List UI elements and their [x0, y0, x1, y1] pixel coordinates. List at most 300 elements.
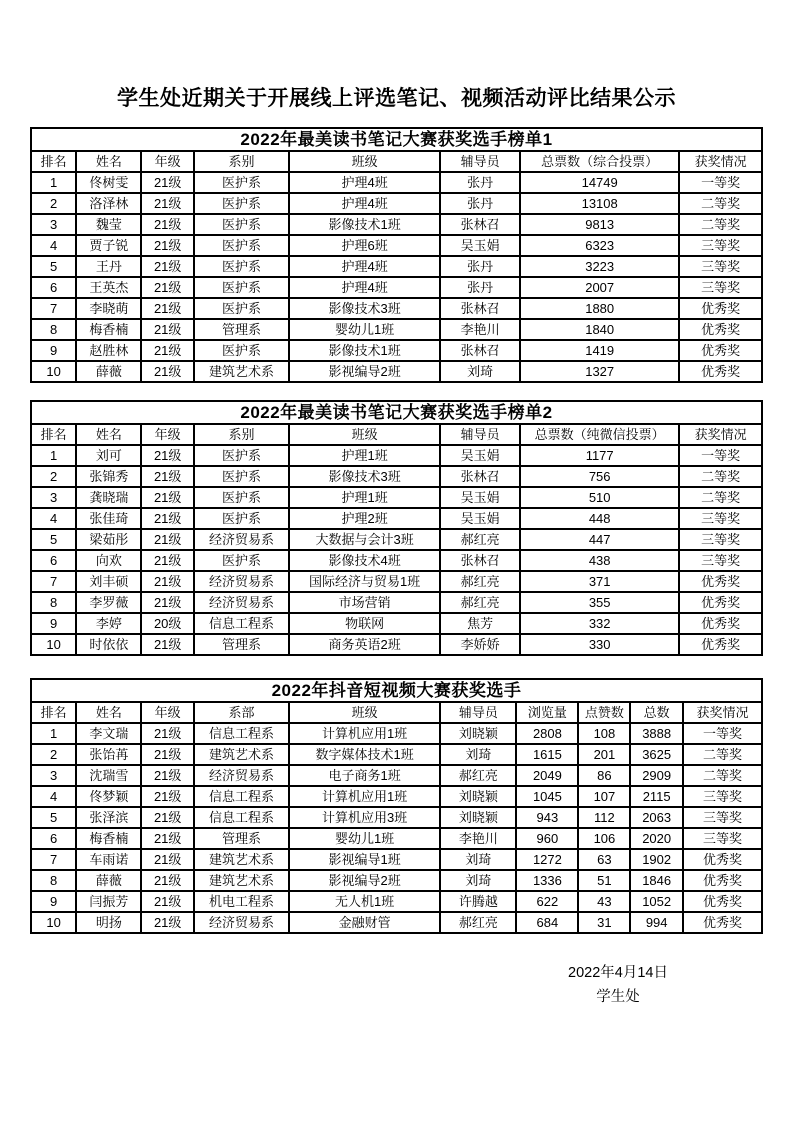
table-row: [31, 723, 762, 744]
table-cell: 3625: [630, 744, 683, 765]
table-cell: 经济贸易系: [194, 529, 289, 550]
table-cell: 李文瑞: [76, 723, 141, 744]
table-row: [31, 508, 762, 529]
column-header: 获奖情况: [683, 702, 762, 723]
table-row: [31, 870, 762, 891]
table-cell: 医护系: [194, 214, 289, 235]
column-header: 获奖情况: [679, 424, 762, 445]
table-cell: 21级: [141, 319, 194, 340]
table-cell: 1: [31, 723, 76, 744]
table-cell: 1846: [630, 870, 683, 891]
table-cell: 21级: [141, 550, 194, 571]
table-row: [31, 466, 762, 487]
table-row: [31, 340, 762, 361]
table-row: [31, 361, 762, 382]
table-cell: 447: [520, 529, 679, 550]
table-cell: 魏莹: [76, 214, 141, 235]
table-cell: 影像技术1班: [289, 214, 440, 235]
table-row: [31, 193, 762, 214]
table-cell: 6: [31, 277, 76, 298]
table-cell: 1177: [520, 445, 679, 466]
table-cell: 张丹: [440, 277, 520, 298]
table-cell: 优秀奖: [683, 891, 762, 912]
table-row: [31, 487, 762, 508]
table-cell: 物联网: [289, 613, 440, 634]
table-cell: 赵胜林: [76, 340, 141, 361]
column-header: 班级: [289, 424, 440, 445]
table-cell: 郝红亮: [440, 592, 520, 613]
table-cell: 护理4班: [289, 277, 440, 298]
column-header: 点赞数: [578, 702, 630, 723]
table-cell: 医护系: [194, 256, 289, 277]
table-cell: 李娇娇: [440, 634, 520, 655]
table-header-row: [31, 424, 762, 445]
table-cell: 3: [31, 487, 76, 508]
column-header: 总票数（综合投票）: [520, 151, 679, 172]
column-header: 获奖情况: [679, 151, 762, 172]
table-cell: 201: [578, 744, 630, 765]
reading-notes-ranking-table-2: [30, 400, 763, 656]
table-row: [31, 786, 762, 807]
table-cell: 6: [31, 550, 76, 571]
table-cell: 7: [31, 298, 76, 319]
table-cell: 63: [578, 849, 630, 870]
table-row: [31, 529, 762, 550]
table-row: [31, 592, 762, 613]
table-cell: 21级: [141, 193, 194, 214]
table-cell: 优秀奖: [679, 361, 762, 382]
table-cell: 三等奖: [679, 529, 762, 550]
table-cell: 郝红亮: [440, 529, 520, 550]
table-cell: 信息工程系: [194, 723, 289, 744]
table-cell: 护理6班: [289, 235, 440, 256]
table-cell: 2007: [520, 277, 679, 298]
table-cell: 经济贸易系: [194, 571, 289, 592]
table-cell: 1840: [520, 319, 679, 340]
table-cell: 经济贸易系: [194, 912, 289, 933]
table-cell: 10: [31, 912, 76, 933]
table-cell: 21级: [141, 508, 194, 529]
table-cell: 郝红亮: [440, 912, 516, 933]
table-cell: 医护系: [194, 277, 289, 298]
column-header: 排名: [31, 151, 76, 172]
table-cell: 沈瑞雪: [76, 765, 141, 786]
column-header: 总数: [630, 702, 683, 723]
table-cell: 婴幼儿1班: [289, 828, 440, 849]
table-cell: 王英杰: [76, 277, 141, 298]
table-cell: 李艳川: [440, 828, 516, 849]
table-cell: 108: [578, 723, 630, 744]
column-header: 辅导员: [440, 151, 520, 172]
table-cell: 21级: [141, 277, 194, 298]
table-cell: 时依依: [76, 634, 141, 655]
table-cell: 10: [31, 361, 76, 382]
table-row: [31, 912, 762, 933]
table-cell: 信息工程系: [194, 613, 289, 634]
table-cell: 三等奖: [679, 235, 762, 256]
table-cell: 二等奖: [683, 744, 762, 765]
table-cell: 王丹: [76, 256, 141, 277]
table-title: 2022年抖音短视频大赛获奖选手: [31, 679, 762, 702]
table-cell: 2020: [630, 828, 683, 849]
table-cell: 经济贸易系: [194, 592, 289, 613]
table-cell: 刘琦: [440, 361, 520, 382]
column-header: 系别: [194, 151, 289, 172]
table-cell: 1: [31, 445, 76, 466]
table-cell: 车雨诺: [76, 849, 141, 870]
reading-notes-ranking-table-1: [30, 127, 763, 383]
table-cell: 护理1班: [289, 445, 440, 466]
table-cell: 护理1班: [289, 487, 440, 508]
table-row: [31, 744, 762, 765]
douyin-short-video-table: [30, 678, 763, 934]
table-cell: 李婷: [76, 613, 141, 634]
column-header: 年级: [141, 151, 194, 172]
table-cell: 一等奖: [679, 172, 762, 193]
table-cell: 三等奖: [679, 277, 762, 298]
table-cell: 大数据与会计3班: [289, 529, 440, 550]
table-cell: 21级: [141, 361, 194, 382]
table-cell: 佟树雯: [76, 172, 141, 193]
table-cell: 优秀奖: [679, 571, 762, 592]
table-cell: 张锦秀: [76, 466, 141, 487]
table-cell: 医护系: [194, 193, 289, 214]
table-cell: 张丹: [440, 193, 520, 214]
table-cell: 护理2班: [289, 508, 440, 529]
table-cell: 郝红亮: [440, 571, 520, 592]
table-cell: 向欢: [76, 550, 141, 571]
table-title: 2022年最美读书笔记大赛获奖选手榜单2: [31, 401, 762, 424]
table-cell: 二等奖: [679, 214, 762, 235]
column-header: 年级: [141, 424, 194, 445]
table-cell: 张林召: [440, 466, 520, 487]
table-cell: 2: [31, 193, 76, 214]
table-cell: 李晓萌: [76, 298, 141, 319]
column-header: 年级: [141, 702, 194, 723]
table-cell: 6: [31, 828, 76, 849]
table-cell: 计算机应用1班: [289, 723, 440, 744]
table-cell: 1052: [630, 891, 683, 912]
table-cell: 21级: [141, 765, 194, 786]
table-cell: 9: [31, 613, 76, 634]
table-cell: 医护系: [194, 487, 289, 508]
table-cell: 86: [578, 765, 630, 786]
table-cell: 薛薇: [76, 870, 141, 891]
table-cell: 1880: [520, 298, 679, 319]
table-cell: 龚晓瑞: [76, 487, 141, 508]
table-cell: 1336: [516, 870, 578, 891]
table-cell: 21级: [141, 298, 194, 319]
table-row: [31, 828, 762, 849]
table-row: [31, 891, 762, 912]
table-row: [31, 849, 762, 870]
table-cell: 梁茹彤: [76, 529, 141, 550]
table-cell: 2909: [630, 765, 683, 786]
column-header: 排名: [31, 702, 76, 723]
table-cell: 影视编导1班: [289, 849, 440, 870]
table-cell: 金融财管: [289, 912, 440, 933]
column-header: 班级: [289, 151, 440, 172]
table-cell: 电子商务1班: [289, 765, 440, 786]
table-cell: 112: [578, 807, 630, 828]
table-cell: 371: [520, 571, 679, 592]
table-cell: 信息工程系: [194, 786, 289, 807]
table-cell: 1419: [520, 340, 679, 361]
table-cell: 影像技术3班: [289, 298, 440, 319]
table-cell: 影像技术4班: [289, 550, 440, 571]
table-cell: 洛泽林: [76, 193, 141, 214]
table-cell: 三等奖: [679, 550, 762, 571]
table-cell: 8: [31, 870, 76, 891]
table-cell: 21级: [141, 592, 194, 613]
table-cell: 二等奖: [679, 487, 762, 508]
table-cell: 3888: [630, 723, 683, 744]
column-header: 姓名: [76, 702, 141, 723]
table-cell: 婴幼儿1班: [289, 319, 440, 340]
table-cell: 张丹: [440, 172, 520, 193]
table-cell: 1327: [520, 361, 679, 382]
table-row: [31, 445, 762, 466]
table-header-row: [31, 151, 762, 172]
table-cell: 622: [516, 891, 578, 912]
table-cell: 优秀奖: [679, 634, 762, 655]
column-header: 系别: [194, 424, 289, 445]
table-cell: 影像技术1班: [289, 340, 440, 361]
table-row: [31, 319, 762, 340]
table-cell: 护理4班: [289, 256, 440, 277]
table-cell: 332: [520, 613, 679, 634]
column-header: 总票数（纯微信投票）: [520, 424, 679, 445]
column-header: 排名: [31, 424, 76, 445]
table-row: [31, 765, 762, 786]
table-cell: 薛薇: [76, 361, 141, 382]
table-row: [31, 172, 762, 193]
table-cell: 2: [31, 466, 76, 487]
table-cell: 管理系: [194, 319, 289, 340]
table-cell: 21级: [141, 744, 194, 765]
table-cell: 三等奖: [679, 508, 762, 529]
table-cell: 4: [31, 508, 76, 529]
table-cell: 51: [578, 870, 630, 891]
table-cell: 1902: [630, 849, 683, 870]
table-cell: 5: [31, 256, 76, 277]
table-cell: 684: [516, 912, 578, 933]
table-cell: 二等奖: [679, 193, 762, 214]
table-cell: 21级: [141, 891, 194, 912]
table-cell: 2808: [516, 723, 578, 744]
table-cell: 吴玉娟: [440, 487, 520, 508]
column-header: 班级: [289, 702, 440, 723]
table-cell: 张林召: [440, 550, 520, 571]
table-cell: 张林召: [440, 214, 520, 235]
table-cell: 三等奖: [679, 256, 762, 277]
table-cell: 4: [31, 235, 76, 256]
table-cell: 医护系: [194, 235, 289, 256]
table-cell: 许腾越: [440, 891, 516, 912]
table-cell: 张泽滨: [76, 807, 141, 828]
table-row: [31, 256, 762, 277]
table-cell: 刘晓颖: [440, 807, 516, 828]
table-cell: 医护系: [194, 340, 289, 361]
table-cell: 医护系: [194, 508, 289, 529]
table-cell: 21级: [141, 807, 194, 828]
table-cell: 21级: [141, 634, 194, 655]
table-cell: 管理系: [194, 828, 289, 849]
table-cell: 5: [31, 807, 76, 828]
table-header-row: [31, 702, 762, 723]
table-cell: 医护系: [194, 298, 289, 319]
table-cell: 李罗薇: [76, 592, 141, 613]
table-cell: 优秀奖: [679, 613, 762, 634]
table-cell: 刘晓颖: [440, 786, 516, 807]
table-cell: 43: [578, 891, 630, 912]
table-cell: 21级: [141, 529, 194, 550]
table-row: [31, 571, 762, 592]
table-cell: 5: [31, 529, 76, 550]
table-cell: 刘琦: [440, 849, 516, 870]
table-cell: 二等奖: [679, 466, 762, 487]
table-cell: 106: [578, 828, 630, 849]
table-row: [31, 807, 762, 828]
table-cell: 护理4班: [289, 193, 440, 214]
table-cell: 9813: [520, 214, 679, 235]
column-header: 姓名: [76, 424, 141, 445]
table-cell: 吴玉娟: [440, 508, 520, 529]
table-cell: 李艳川: [440, 319, 520, 340]
table-cell: 医护系: [194, 445, 289, 466]
table-cell: 330: [520, 634, 679, 655]
table-cell: 355: [520, 592, 679, 613]
table-cell: 影像技术3班: [289, 466, 440, 487]
table-cell: 刘琦: [440, 744, 516, 765]
table-row: [31, 214, 762, 235]
table-cell: 梅香楠: [76, 828, 141, 849]
table-cell: 2049: [516, 765, 578, 786]
table-cell: 优秀奖: [679, 592, 762, 613]
table-cell: 刘琦: [440, 870, 516, 891]
table-row: [31, 634, 762, 655]
table-cell: 商务英语2班: [289, 634, 440, 655]
table-cell: 吴玉娟: [440, 235, 520, 256]
table-cell: 管理系: [194, 634, 289, 655]
table-cell: 9: [31, 340, 76, 361]
table-cell: 21级: [141, 786, 194, 807]
table-row: [31, 277, 762, 298]
column-header: 姓名: [76, 151, 141, 172]
table-cell: 3: [31, 765, 76, 786]
table-cell: 护理4班: [289, 172, 440, 193]
table-cell: 13108: [520, 193, 679, 214]
table-cell: 医护系: [194, 172, 289, 193]
table-cell: 建筑艺术系: [194, 744, 289, 765]
footer-signature: 学生处: [596, 989, 640, 1005]
table-cell: 三等奖: [683, 786, 762, 807]
table-cell: 21级: [141, 340, 194, 361]
table-cell: 郝红亮: [440, 765, 516, 786]
table-cell: 信息工程系: [194, 807, 289, 828]
table-cell: 经济贸易系: [194, 765, 289, 786]
table-cell: 三等奖: [683, 807, 762, 828]
table-cell: 刘可: [76, 445, 141, 466]
table-cell: 梅香楠: [76, 319, 141, 340]
table-cell: 7: [31, 849, 76, 870]
table-cell: 9: [31, 891, 76, 912]
table-cell: 20级: [141, 613, 194, 634]
table-cell: 2115: [630, 786, 683, 807]
table-cell: 机电工程系: [194, 891, 289, 912]
table-cell: 贾子锐: [76, 235, 141, 256]
table-cell: 张丹: [440, 256, 520, 277]
table-cell: 21级: [141, 256, 194, 277]
table-cell: 510: [520, 487, 679, 508]
table-cell: 14749: [520, 172, 679, 193]
footer-date: 2022年4月14日: [568, 965, 668, 981]
page-title: 学生处近期关于开展线上评选笔记、视频活动评比结果公示: [117, 87, 676, 110]
table-cell: 佟梦颖: [76, 786, 141, 807]
table-cell: 二等奖: [683, 765, 762, 786]
table-cell: 张林召: [440, 340, 520, 361]
table-cell: 影视编导2班: [289, 361, 440, 382]
table-cell: 21级: [141, 571, 194, 592]
table-cell: 优秀奖: [679, 298, 762, 319]
table-row: [31, 235, 762, 256]
table-cell: 张林召: [440, 298, 520, 319]
table-cell: 21级: [141, 828, 194, 849]
table-cell: 21级: [141, 849, 194, 870]
table-cell: 刘晓颖: [440, 723, 516, 744]
table-cell: 张饴苒: [76, 744, 141, 765]
table-cell: 8: [31, 592, 76, 613]
table-cell: 明扬: [76, 912, 141, 933]
table-cell: 影视编导2班: [289, 870, 440, 891]
table-cell: 3223: [520, 256, 679, 277]
table-cell: 数字媒体技术1班: [289, 744, 440, 765]
table-cell: 31: [578, 912, 630, 933]
table-cell: 闫振芳: [76, 891, 141, 912]
table-cell: 21级: [141, 466, 194, 487]
table-cell: 医护系: [194, 550, 289, 571]
table-cell: 21级: [141, 214, 194, 235]
table-cell: 960: [516, 828, 578, 849]
table-cell: 943: [516, 807, 578, 828]
table-cell: 国际经济与贸易1班: [289, 571, 440, 592]
table-cell: 计算机应用3班: [289, 807, 440, 828]
table-cell: 1615: [516, 744, 578, 765]
table-cell: 建筑艺术系: [194, 849, 289, 870]
table-cell: 7: [31, 571, 76, 592]
table-cell: 1: [31, 172, 76, 193]
table-cell: 刘丰硕: [76, 571, 141, 592]
table-cell: 107: [578, 786, 630, 807]
table-cell: 市场营销: [289, 592, 440, 613]
table-cell: 2: [31, 744, 76, 765]
table-cell: 无人机1班: [289, 891, 440, 912]
table-cell: 1045: [516, 786, 578, 807]
table-cell: 焦芳: [440, 613, 520, 634]
table-row: [31, 550, 762, 571]
table-cell: 一等奖: [683, 723, 762, 744]
table-cell: 6323: [520, 235, 679, 256]
table-cell: 756: [520, 466, 679, 487]
table-cell: 21级: [141, 445, 194, 466]
column-header: 辅导员: [440, 702, 516, 723]
table-cell: 1272: [516, 849, 578, 870]
table-cell: 计算机应用1班: [289, 786, 440, 807]
column-header: 系部: [194, 702, 289, 723]
table-cell: 21级: [141, 912, 194, 933]
table-cell: 21级: [141, 235, 194, 256]
table-cell: 448: [520, 508, 679, 529]
